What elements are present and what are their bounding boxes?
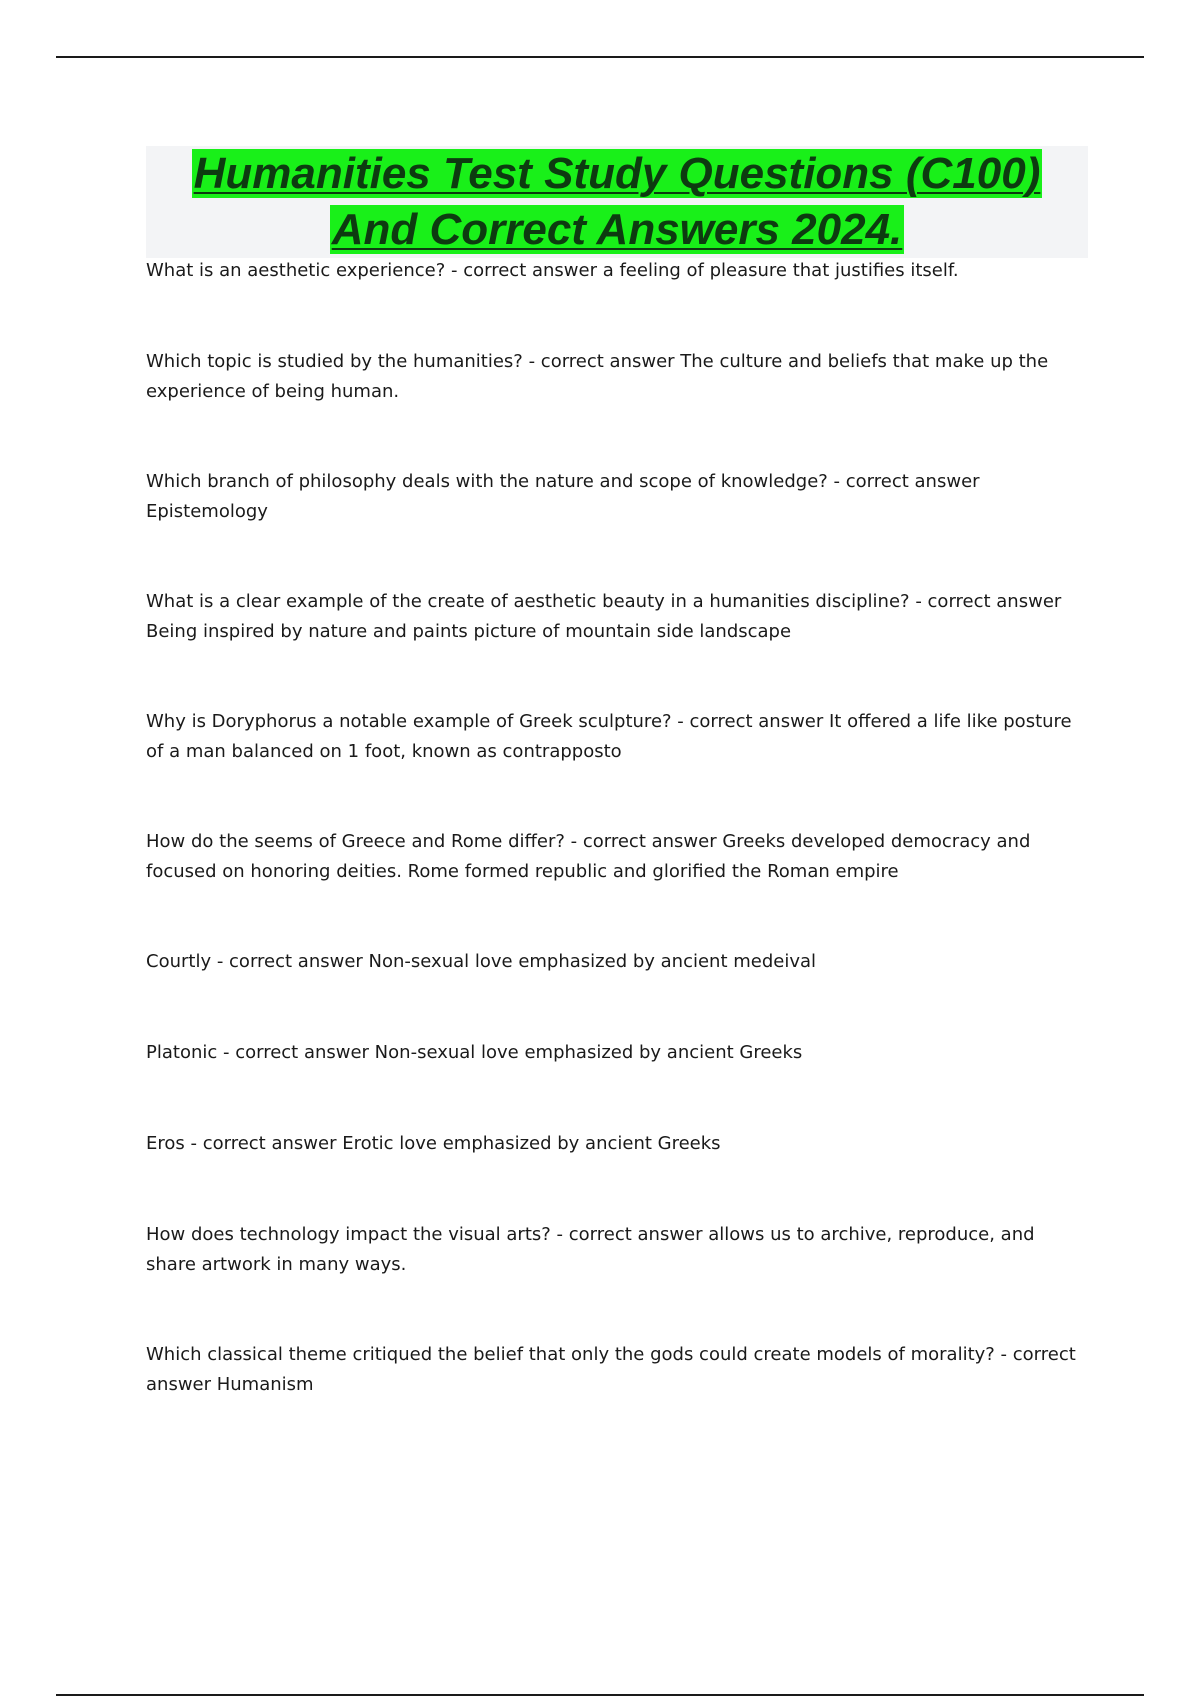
title-line-1: Humanities Test Study Questions (C100) (193, 149, 1041, 198)
qa-item: Why is Doryphorus a notable example of Greek sculpture? - correct answer It offered a life like posture of a man balanced on 1 foot, known as contrapposto (146, 711, 1072, 762)
qa-item: Which branch of philosophy deals with the nature and scope of knowledge? - correct answer Epistemology (146, 471, 980, 522)
qa-item: How does technology impact the visual arts? - correct answer allows us to archive, reproduce, and share artwork in many ways. (146, 1224, 1035, 1275)
document-title (146, 146, 1088, 258)
top-rule (56, 56, 1144, 58)
qa-item: Platonic - correct answer Non-sexual love emphasized by ancient Greeks (146, 1042, 803, 1063)
qa-item: Eros - correct answer Erotic love emphasized by ancient Greeks (146, 1133, 721, 1154)
qa-item: What is an aesthetic experience? - correct answer a feeling of pleasure that justifies itself. (146, 260, 959, 281)
qa-item: Which classical theme critiqued the belief that only the gods could create models of morality? - correct answer Humanism (146, 1344, 1076, 1395)
qa-item: How do the seems of Greece and Rome differ? - correct answer Greeks developed democracy and focused on honoring deities. Rome formed republic and glorified the Roman empire (146, 831, 1031, 882)
qa-item: What is a clear example of the create of aesthetic beauty in a humanities discipline? - correct answer Being inspired by nature and paints picture of mountain side landscape (146, 591, 1062, 642)
qa-list (146, 256, 1086, 1460)
title-line-2: And Correct Answers 2024. (331, 205, 903, 254)
bottom-rule (56, 1694, 1144, 1696)
qa-item: Which topic is studied by the humanities? - correct answer The culture and beliefs that make up the experience of being human. (146, 351, 1049, 402)
qa-item: Courtly - correct answer Non-sexual love emphasized by ancient medeival (146, 951, 817, 972)
title-block (146, 146, 1088, 258)
